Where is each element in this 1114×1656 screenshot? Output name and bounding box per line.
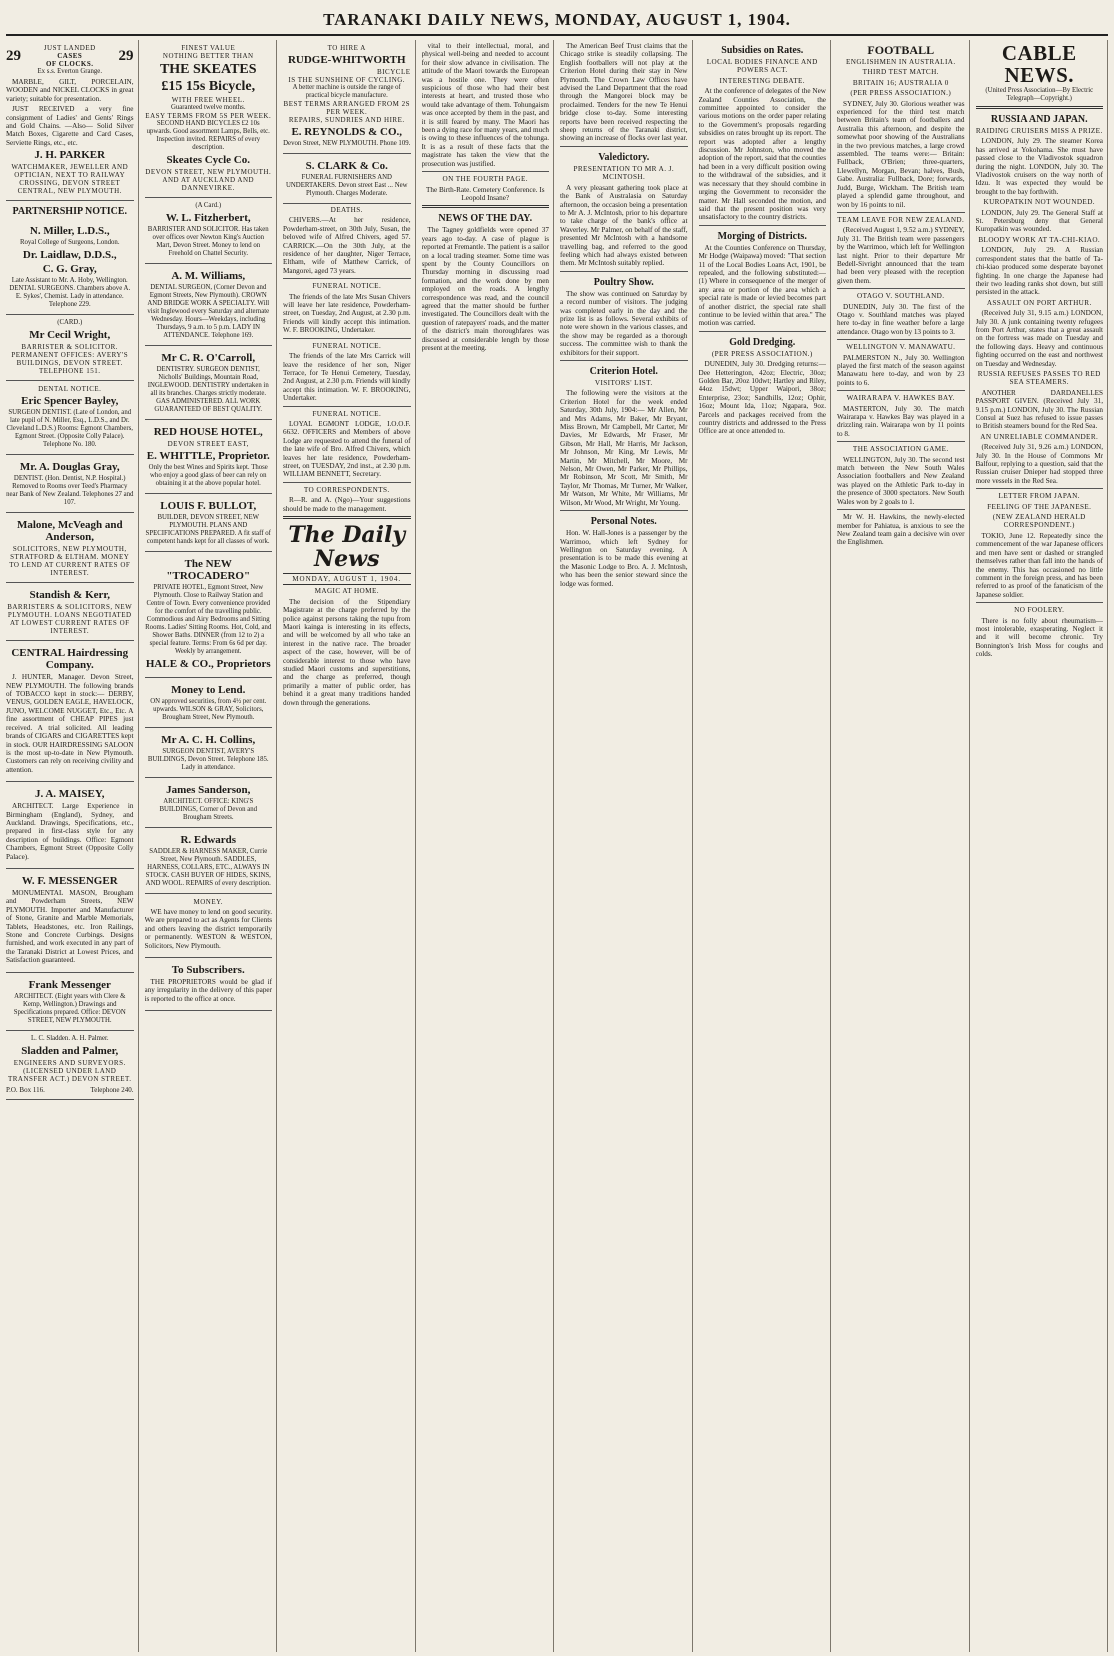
frank-messenger-ad: [6, 973, 134, 1031]
notice-title: To Subscribers.: [171, 964, 245, 977]
rudge-whitworth-ad: [283, 40, 411, 154]
advertiser-address: DEVON STREET, NEW PLYMOUTH. AND AT AUCKLAND AND DANNEVIRKE.: [145, 168, 272, 192]
money-ad: [145, 678, 273, 728]
article-subheading: NO FOOLERY.: [1014, 606, 1065, 615]
advertiser-address: DEVON STREET EAST,: [167, 440, 249, 448]
article-subheading: AN UNRELIABLE COMMANDER.: [980, 432, 1099, 441]
article-subheading: RUSSIA REFUSES PASSES TO RED SEA STEAMERS.: [977, 369, 1101, 387]
advertiser-detail: ARCHITECT. Large Experience in Birmingham (England), Sydney, and Auckland. Drawings, Specifications, etc., prepared in first-class style for any description of buildings. Office: Egmont Chambers, Egmont Street (Opposite Colly Palace).: [6, 802, 134, 861]
column-3: [283, 40, 416, 1652]
advertiser-detail: SURGEON DENTIST. (Late of London, and late pupil of N. Miller, Esq., L.D.S., and Dr. Cleveland L.D.S.) Rooms: Egmont Chambers, Egmont Street. (Opposite Colly Palace). Telephone No. 180.: [6, 409, 133, 449]
article-subheading: PRESENTATION TO MR A. J. MCINTOSH.: [573, 164, 675, 182]
malone-ad: [6, 513, 134, 583]
article-text: Mr W. H. Hawkins, the newly-elected member for Pahiatua, is anxious to see the New Zealand team gain a decisive win over the Englishmen.: [837, 513, 965, 547]
editorial-heading: MAGIC AT HOME.: [314, 587, 379, 596]
article-heading: Criterion Hotel.: [589, 366, 658, 377]
advertiser-name: W. F. MESSENGER: [21, 874, 118, 887]
article-text: (Received July 31, 9.26 a.m.) LONDON, July 30. In the House of Commons Mr Balfour, replying to a question, said that the Russian cruiser Dnieper had stopped three more vessels in the Red Sea.: [975, 443, 1103, 485]
article-text: TOKIO, June 12. Repeatedly since the commencement of the war Japanese officers and men have sent or dashed or strangled themselves rather than fall into the hands of the enemy. This has occasioned no little comment in the foreign press, and has been referred to as proof of the fanaticism of the Japanese soldier.: [975, 531, 1103, 599]
article-heading: Gold Dredging.: [729, 336, 796, 348]
wright-ad: [6, 315, 134, 381]
advertiser-name: W. L. Fitzherbert,: [165, 212, 251, 224]
card-label: (CARD.): [57, 319, 83, 327]
advertiser-name: RED HOUSE HOTEL,: [153, 426, 263, 438]
article-source: (PER PRESS ASSOCIATION.): [850, 89, 952, 98]
notice-heading: PARTNERSHIP NOTICE.: [12, 206, 127, 218]
proprietor-name: HALE & CO., Proprietors: [145, 658, 271, 670]
ad-line: BICYCLE: [377, 68, 411, 76]
advertiser-name: J. A. MAISEY,: [34, 788, 105, 801]
advertiser-name: Malone, McVeagh and Anderson,: [16, 519, 123, 544]
dental-partnership-ad: [6, 219, 134, 315]
advertiser-address: Devon Street, NEW PLYMOUTH. Phone 109.: [283, 140, 411, 147]
ad-line: Guaranteed twelve months.: [170, 104, 246, 111]
advertiser-detail: J. HUNTER, Manager. Devon Street, NEW PLYMOUTH. The following brands of TOBACCO kept in stock:— DERBY, VENUS, GOLDEN EAGLE, HAVELOCK, JUNO, WELCOME NUGGET, Etc., Etc. A fine assortment of CHEAP PIPES just received. A trial solicited. All leading brands of CIGARS and CIGARETTES kept in stock. OUR HAIRDRESSING SALOON is the most up-to-date in New Plymouth. Customers can rely on receiving civility and attention.: [6, 673, 134, 774]
advertiser-detail: DENTISTRY. SURGEON DENTIST, Nicholls' Buildings, Mountain Road, INGLEWOOD. DENTISTRY undertaken in all its branches. Charges strictly moderate. GAS ADMINISTERED. ALL WORK GUARANTEED OF BEST QUALITY.: [147, 366, 269, 413]
skeates-ad: [145, 40, 273, 198]
article-text: The following were the visitors at the Criterion Hotel for the week ended Saturday, 30th July, 1904:— Mr Allen, Mr and Mrs Adams, Mr Baker, Mr Bryant, Miss Brown, Mr Campbell, Mr Carter, Mr Davies, Mr Edwards, Mr Fraser, Mr Gibson, Mr Hall, Mr Harris, Mr Jackson, Mr Johnson, Mr King, Mr Lewis, Mr Martin, Mr Mitchell, Mr Moore, Mr Nelson, Mr Owen, Mr Parker, Mr Phillips, Mr Robinson, Mr Scott, Mr Smith, Mr Taylor, Mr Thomas, Mr Turner, Mr Walker, Mr Watson, Mr White, Mr Williams, Mr Wilson, Mr Wood, Mr Wright, Mr Young.: [560, 389, 688, 507]
advertiser-detail: PRIVATE HOTEL, Egmont Street, New Plymouth. Close to Railway Station and Centre of Town. Every convenience provided for the comfort of the travelling public. Commodious and Airy Bedrooms and Sitting Rooms. Ladies' Sitting Rooms. Hot, Cold, and Shower Baths. DINNER (from 12 to 2) a special feature. Terms: From 6s 6d per day. Weekly by arrangement.: [145, 584, 272, 655]
article-text: LONDON, July 29. A Russian correspondent states that the battle of Ta-chi-kiao produced some desperate bayonet fighting. In one charge the Japanese had their two leading ranks shot down, but still persisted in the attack.: [975, 246, 1103, 297]
ad-line: TO HIRE A: [327, 44, 366, 52]
advertiser-detail: ARCHITECT. OFFICE: KING'S BUILDINGS, Corner of Devon and Brougham Streets.: [159, 798, 258, 821]
article-subheading: TEAM LEAVE FOR NEW ZEALAND.: [837, 215, 965, 224]
advertiser-detail: SADDLER & HARNESS MAKER, Currie Street, New Plymouth. SADDLES, HARNESS, COLLARS, ETC., ALWAYS IN STOCK. CASH BUYER OF HIDES, SKINS, AND WOOL. REPAIRS of every description.: [145, 848, 271, 887]
advertiser-detail: ON approved securities, from 4½ per cent. upwards. WILSON & GRAY, Solicitors, Brougham Street, New Plymouth.: [150, 698, 267, 721]
advertiser-name: Mr C. R. O'Carroll,: [161, 352, 256, 364]
advertiser-name: R. Edwards: [180, 834, 237, 846]
correspondents-notice: R—R. and A. (Ngo)—Your suggestions should be made to the management.: [283, 496, 411, 513]
advertiser-detail: SOLICITORS, NEW PLYMOUTH, STRATFORD & ELTHAM. MONEY TO LEND AT CURRENT RATES OF INTEREST.: [9, 545, 131, 578]
ad-text: MARBLE, GILT, PORCELAIN, WOODEN and NICKEL CLOCKS in great variety; suitable for presentation.: [6, 78, 134, 103]
ad-heading: JUST LANDED: [43, 44, 96, 52]
newspaper-title: The Daily News: [288, 522, 406, 572]
hairdressing-ad: [6, 641, 134, 782]
advertiser-detail: WE have money to lend on good security. We are prepared to act as Agents for Clients and others leaving the district temporarily or permanently. WESTON & WESTON, Solicitors, New Plymouth.: [144, 908, 272, 950]
messenger-ad: [6, 869, 134, 973]
advertiser-name: LOUIS F. BULLOT,: [160, 500, 257, 512]
issue-date: MONDAY, AUGUST 1, 1904.: [283, 573, 411, 585]
ad-title: THE SKEATES: [159, 62, 257, 77]
clock-count-left: 29: [6, 48, 21, 64]
advertiser-detail: DENTIST. (Hon. Dentist, N.P. Hospital.) Removed to Rooms over Teed's Pharmacy near Bank of New Zealand. Telephones 27 and 107.: [6, 475, 134, 507]
section-heading: DEATHS.: [330, 206, 363, 214]
advertiser-detail: DENTAL SURGEON, (Corner Devon and Egmont Streets, New Plymouth). CROWN AND BRIDGE WORK A SPECIALTY. Will visit Inglewood every Saturday and alternate Wednesday. Hours—Weekdays, including Thursdays, 9 a.m. to 5 p.m. LADY IN ATTENDANCE. Telephone 169.: [147, 284, 270, 339]
advertiser-detail: BARRISTER & SOLICITOR. PERMANENT OFFICES: AVERY'S BUILDINGS, DEVON STREET. TELEPHONE 151.: [11, 343, 129, 376]
funeral-notice: The friends of the late Mrs Carrick will leave the residence of her son, Niger Terrace, for Te Henui Cemetery, Tuesday, 2nd August, at 2.30 p.m. Friends will kindly accept this intimation. W. F. BROOKING, Undertaker.: [283, 352, 411, 403]
clock-count-right: 29: [118, 48, 134, 64]
advertiser-name: Eric Spencer Bayley,: [21, 395, 119, 408]
advertiser-name: Frank Messenger: [28, 978, 111, 991]
section-heading: FUNERAL NOTICE.: [312, 341, 382, 350]
subscribers-notice: [145, 958, 273, 1011]
article-subheading: THE ASSOCIATION GAME.: [852, 445, 949, 454]
cable-news-source: (United Press Association—By Electric Telegraph—Copyright.): [985, 87, 1094, 102]
article-subheading: VISITORS' LIST.: [594, 379, 653, 387]
ad-line: IS THE SUNSHINE OF CYCLING.: [288, 76, 406, 84]
advertiser-detail: FUNERAL FURNISHERS AND UNDERTAKERS. Devon street East ... New Plymouth. Charges Moderate.: [285, 174, 408, 197]
article-subheading: ENGLISHMEN IN AUSTRALIA.: [845, 58, 956, 66]
article-subheading: LOCAL BODIES FINANCE AND POWERS ACT.: [706, 58, 818, 75]
article-text: (Received July 31, 9.15 a.m.) LONDON, July 30. A junk containing twenty refugees from Port Arthur, states that a great assault on the fortress was made on Tuesday and the following days. Heavy and continuous fighting occurred on the east and northwest on Tuesday and Wednesday.: [975, 309, 1103, 368]
advertiser-address: WATCHMAKER, JEWELLER AND OPTICIAN, NEXT TO RAILWAY CROSSING, DEVON STREET CENTRAL, NEW PLYMOUTH.: [11, 163, 129, 196]
article-subheading: KUROPATKIN NOT WOUNDED.: [983, 198, 1095, 207]
article-source: (NEW ZEALAND HERALD CORRESPONDENT.): [992, 513, 1086, 530]
article-text: DUNEDIN, July 30. Dredging returns:—Dee Hetterington, 42oz; Electric, 30oz; Golden Bar, 20oz 10dwt; Hartley and Riley, 44oz 15dwt; Upper Waipori, 38oz; Enterprise, 23oz; Sandhills, 12oz; Ophir, 16oz; Mount Ida, 11oz; Ngapara, 9oz. Parcels and packages received from the country districts and addressed to the Press Office are at once attended to.: [698, 360, 826, 436]
sanderson-ad: [145, 778, 273, 828]
article-text: A very pleasant gathering took place at the Bank of Australasia on Saturday afternoon, the occasion being a presentation to Mr A. J. McIntosh, prior to his departure to take charge of the bank's office at Waverley. Mr Palmer, on behalf of the staff, presented Mr McIntosh with a handsome travelling bag, and referred to the good feeling which had always existed between them. Mr McIntosh suitably replied.: [560, 183, 688, 268]
article-text: SYDNEY, July 30. Glorious weather was experienced for the third test match between Britain's team of footballers and Australia this afternoon, and despite the somewhat poor showing of the Australians in the two previous matches, a large crowd assembled. The teams were:— Britain: Fullback, O'Brien; three-quarters, Llewellyn, Morgan, Bevan; halves, Bush, Gabe. Australia: Fullback, Dore; forwards, Judd, Burge, Wickham. The British team played a splendid game throughout, and won by 16 points to nil.: [837, 99, 965, 209]
article-heading: Valedictory.: [598, 151, 650, 163]
funeral-notice: The friends of the late Mrs Susan Chivers will leave her late residence, Powderham-street, on Tuesday, 2nd August, at 2.30 p.m. Friends will kindly accept this intimation. W. F. BROOKING, Undertaker.: [283, 292, 411, 335]
news-text: The American Beef Trust claims that the Chicago strike is steadily collapsing. The English footballers will not play at the Criterion Hotel during their stay in New Plymouth. The Crown Law Offices have advised the Land Department that the road through the Mangorei block may be proclaimed. Tenders for the new Te Henui bridge close to-day. Some interesting reports have been received respecting the sheep returns of the Taranaki district, showing an increase of flocks over last year.: [560, 42, 688, 143]
article-text: There is no folly about rheumatism—most intolerable, exasperating. Neglect it and it will become chronic. Try Bonnington's Irish Moss for coughs and colds.: [975, 616, 1103, 659]
ad-line: NOTHING BETTER THAN: [162, 52, 254, 60]
ad-line: SECOND HAND BICYCLES £2 10s upwards. Good assortment Lamps, Bells, etc. Inspection invited. REPAIRS of every description.: [146, 120, 270, 151]
death-notices: CHIVERS.—At her residence, Powderham-street, on 30th July, Susan, the beloved wife of Alfred Chivers, aged 57. CARRICK.—On the 30th July, at the residence of her daughter, Niger Terrace, Eltham, wife of Matthew Carrick, of Mangorei, aged 73 years.: [283, 216, 411, 275]
edwards-ad: [145, 828, 273, 894]
column-2: [145, 40, 278, 1652]
article-text: MASTERTON, July 30. The match Wairarapa v. Hawkes Bay was played in a drizzling rain. Wairarapa won by 11 points to 8.: [837, 404, 965, 438]
advertiser-name: CENTRAL Hairdressing Company.: [11, 647, 129, 672]
ad-text: JUST RECEIVED a very fine consignment of Ladies' and Gents' Rings and Gold Chains. —Also— Solid Silver Match Boxes, Cigarette and Card Cases, Serviette Rings, etc., etc.: [6, 105, 134, 147]
weston-ad: [145, 894, 273, 958]
advertiser-name: Standish & Kerr,: [29, 589, 111, 602]
article-text: (Received August 1, 9.52 a.m.) SYDNEY, July 31. The British team were passengers by the Warrimoo, which left for Wellington last night. Prior to their departure Mr Bedell-Sivright announced that the team had been very pleased with the reception given them.: [837, 226, 965, 285]
article-subheading: INTERESTING DEBATE.: [719, 76, 805, 85]
news-of-the-day-heading: NEWS OF THE DAY.: [438, 213, 533, 225]
advertiser-name: Mr Cecil Wright,: [29, 329, 111, 342]
article-heading: Morging of Districts.: [717, 230, 807, 242]
article-text: At the conference of delegates of the New Zealand Counties Association, the committee appointed to consider the various motions on the order paper relating to the Government's proposals regarding subsidies on rates brought up its report. The report was adopted after a lengthy discussion. Mr Johnston, who moved the adoption of the report, said that the counties had been in a very difficult position owing to the withdrawal of the subsidies, and it was necessary that they should combine in urging the Government to reconsider the matter. Mr Hall seconded the motion, and said that the present position was very unsatisfactory to the country districts.: [698, 87, 826, 222]
williams-ad: [145, 264, 273, 346]
collins-ad: [145, 728, 273, 778]
fourth-page-contents: The Birth-Rate. Cemetery Conference. Is Leopold Insane?: [425, 185, 545, 202]
column-5: [560, 40, 693, 1652]
news-text: The Tagney goldfields were opened 37 years ago to-day. A case of plague is reported at Fremantle. The patient is a sailor on a local trading steamer. Some time was spent by the County Councillors on Thursday morning in discussing road formation, and the work done by men employed on the roads. A lengthy correspondence was read, and the council agreed that the matter should be further investigated. The Councillors dealt with the question of ratepayers' roads, and the matter of the district's main thoroughfares was discussed at considerable length by those present at the meeting.: [421, 226, 549, 352]
article-text: LONDON, July 29. The General Staff at St. Petersburg deny that General Kuropatkin was wounded.: [975, 208, 1103, 234]
advertiser-name: Mr A. C. H. Collins,: [161, 734, 256, 746]
column-7: [837, 40, 970, 1652]
ad-line: EASY TERMS FROM 5S PER WEEK.: [145, 112, 272, 120]
columns: [6, 36, 1108, 1652]
advertiser-detail: MONUMENTAL MASON, Brougham and Powderham Streets, NEW PLYMOUTH. Importer and Manufacturer of Stone, Granite and Marble Memorials, Tablets, Headstones, etc. Iron Railings, Stone and Concrete Curbings. Designs furnished, and work executed in any part of the Taranaki District at Lowest Prices, and Satisfaction guaranteed.: [6, 888, 134, 965]
article-text: WELLINGTON, July 30. The second test match between the New South Wales Association footballers and New Zealand was played on the Athletic Park to-day in the presence of 3000 spectators. New South Wales won by 2 goals to 1.: [837, 455, 965, 506]
partner-name: Dr. Laidlaw, D.D.S.,: [22, 249, 117, 262]
ad-line: REPAIRS, SUNDRIES AND HIRE.: [288, 116, 405, 124]
article-heading: Poultry Show.: [593, 276, 654, 288]
ad-title: MONEY.: [193, 898, 223, 906]
ad-line: A better machine is outside the range of practical bicycle manufacture.: [292, 84, 401, 99]
article-subheading: LETTER FROM JAPAN.: [998, 492, 1080, 501]
article-text: The show was continued on Saturday by a record number of visitors. The judging was completed early in the day and the prize list is as follows. Several exhibits of note were shown in the various classes, and the show may be regarded as a thorough success. The committee wish to thank the exhibitors for their support.: [560, 289, 688, 357]
article-subheading: ASSAULT ON PORT ARTHUR.: [986, 298, 1092, 307]
editorial-text: The decision of the Stipendiary Magistrate at the charge preferred by the police against persons taking the tupu from Maori kainga is interesting in its effects, and will be welcomed by all who take an interest in the native race. The broader aspect of the case, however, will be of considerable interest to those who have studied Maori customs and superstitions, and the charge as preferred, though primarily a matter of public order, has behind it a great many traditions handed down through the generations.: [283, 597, 411, 707]
article-subheading: RAIDING CRUISERS MISS A PRIZE.: [975, 127, 1103, 135]
advertiser-name: A. M. Williams,: [171, 270, 246, 282]
article-heading: Personal Notes.: [590, 516, 657, 528]
article-text: PALMERSTON N., July 30. Wellington played the first match of the season against Manawatu here to-day, and won by 23 points to 6.: [837, 353, 965, 387]
article-text: At the Counties Conference on Thursday, Mr Hodge (Waipawa) moved: "That section 11 of the Local Bodies Loans Act, 1901, be repealed, and the following substituted:—(1) Where in consequence of the merger of any area or portion of the area which a special rate is made or levied becomes part of another district, the special rate shall continue to be levied within that area." The motion was carried.: [698, 243, 826, 328]
section-heading: FUNERAL NOTICE.: [312, 282, 382, 291]
section-heading: TO CORRESPONDENTS.: [303, 485, 390, 494]
advertiser-detail: ARCHITECT. (Eight years with Clere & Kemp, Wellington.) Drawings and Specifications prepared. Office: DEVON STREET, NEW PLYMOUTH.: [13, 992, 126, 1024]
funeral-notice: LOYAL EGMONT LODGE, I.O.O.F. 6632. OFFICERS and Members of above Lodge are requested to attend the funeral of the late wife of Bro. Alfred Chivers, which leaves her late residence, Powderham-street, on TUESDAY, 2nd inst., at 2.30 p.m. WILLIAM BENNETT, Secretary.: [283, 419, 411, 479]
maisey-ad: [6, 782, 134, 869]
proprietor-name: E. WHITTLE, Proprietor.: [146, 450, 270, 462]
advertiser-name: Skeates Cycle Co.: [166, 154, 250, 166]
sladden-ad: [6, 1031, 134, 1100]
advertiser-name: James Sanderson,: [166, 784, 251, 796]
article-subheading: WELLINGTON V. MANAWATU.: [846, 343, 956, 352]
article-subheading: OTAGO V. SOUTHLAND.: [857, 292, 945, 301]
gray-ad: [6, 455, 134, 513]
partner-name: C. G. Gray,: [42, 263, 97, 276]
ad-title: Money to Lend.: [171, 684, 246, 696]
ad-title: RUDGE-WHITWORTH: [287, 54, 406, 66]
ad-line: BEST TERMS ARRANGED FROM 2S PER WEEK.: [283, 100, 410, 116]
fitzherbert-ad: [145, 198, 273, 264]
ad-line: FINEST VALUE: [181, 44, 236, 52]
telephone: Telephone 240.: [90, 1085, 134, 1094]
article-heading: RUSSIA AND JAPAN.: [990, 114, 1088, 125]
column-6: [699, 40, 832, 1652]
advertiser-detail: SURGEON DENTIST, AVERY'S BUILDINGS, Devon Street. Telephone 185. Lady in attendance.: [147, 748, 269, 771]
standish-ad: [6, 583, 134, 641]
column-1: [6, 40, 139, 1652]
trocadero-ad: [145, 552, 273, 678]
partner-detail: Royal College of Surgeons, London.: [19, 239, 120, 247]
article-heading: Subsidies on Rates.: [721, 45, 804, 56]
po-box: P.O. Box 116.: [6, 1085, 45, 1094]
article-subheading: BLOODY WORK AT TA-CHI-KIAO.: [978, 235, 1101, 244]
advertiser-detail: ENGINEERS AND SURVEYORS. (LICENSED UNDER LAND TRANSFER ACT.) DEVON STREET.: [7, 1058, 132, 1083]
masthead: TARANAKI DAILY NEWS, MONDAY, AUGUST 1, 1904.: [6, 6, 1108, 36]
column-4: [422, 40, 555, 1652]
advertiser-name: Sladden and Palmer,: [21, 1044, 119, 1057]
match-score: BRITAIN 16; AUSTRALIA 0: [852, 78, 949, 87]
ad-source: Ex s.s. Everton Grange.: [37, 68, 103, 75]
partner-name: N. Miller, L.D.S.,: [29, 225, 110, 238]
ocarroll-ad: [145, 346, 273, 420]
bullot-ad: [145, 494, 273, 552]
advertiser-name: The NEW "TROCADERO": [166, 558, 251, 582]
cable-news-heading: CABLE NEWS.: [1001, 41, 1077, 87]
notice-label: DENTAL NOTICE.: [38, 385, 102, 394]
section-heading: ON THE FOURTH PAGE.: [442, 175, 528, 184]
article-text: ANOTHER DARDANELLES PASSPORT GIVEN. (Received July 31, 9.15 p.m.) LONDON, July 30. The Russian Consul at Suez has refused to issue passes to British steamers bound for the Red Sea.: [975, 388, 1103, 431]
ad-line: CASES: [57, 52, 83, 60]
article-subheading: (PER PRESS ASSOCIATION.): [711, 349, 813, 358]
editorial-text: vital to their intellectual, moral, and physical well-being and needed to account for their slow advance in civilisation. The attitude of the Maori towards the European was a hostile one. They were often suspicious of those who had their best interests at heart, and trusted those who would take advantage of them. Tohungaism was once accepted by them in the past, and it is still feared by many. The Maori has been a dying race for many years, and much is owing to these influences of the tohunga. It is as a result of these facts that the magistrate has taken the view that the prosecution was justified.: [421, 42, 549, 168]
bicycle-price: £15 15s Bicycle,: [161, 79, 256, 94]
advertiser-name: E. REYNOLDS & CO.,: [291, 126, 403, 138]
advertiser-detail: BARRISTER AND SOLICITOR. Has taken over offices over Newton King's Auction Mart, Devon Street. Money to lend on Freehold on Chattel Security.: [147, 226, 269, 257]
article-text: LONDON, July 29. The steamer Korea has arrived at Yokohama. She must have passed close to the Vladivostok squadron during the night. LONDON, July 30. The Vladivostok cruisers on the way north of Idzu. It was expected they would be brought to the bay forthwith.: [975, 137, 1103, 196]
article-subheading: FEELING OF THE JAPANESE.: [987, 502, 1092, 511]
advertiser-detail: BARRISTERS & SOLICITORS, NEW PLYMOUTH. LOANS NEGOTIATED AT LOWEST CURRENT RATES OF INTEREST.: [7, 603, 133, 636]
bayley-ad: [6, 381, 134, 455]
clocks-ad: [6, 40, 134, 201]
article-subheading: WAIRARAPA V. HAWKES BAY.: [846, 394, 955, 403]
red-house-ad: [145, 420, 273, 494]
article-text: DUNEDIN, July 30. The first of the Otago v. Southland matches was played here to-day in fine weather before a large attendance. Otago won by 13 points to 3.: [837, 302, 965, 336]
section-heading: FUNERAL NOTICE.: [312, 409, 382, 418]
ad-line: WITH FREE WHEEL.: [171, 96, 245, 104]
column-8: [976, 40, 1109, 1652]
article-subheading: THIRD TEST MATCH.: [862, 68, 939, 77]
clark-ad: [283, 154, 411, 204]
notice-text: THE PROPRIETORS would be glad if any irregularity in the delivery of this paper is reported to the office at once.: [144, 978, 272, 1003]
advertiser-name: J. H. PARKER: [34, 149, 106, 162]
card-label: (A Card.): [195, 202, 222, 209]
partner-detail: Late Assistant to Mr. A. Hoby, Wellington. DENTAL SURGEONS. Chambers above A. E. Sykes', Chemist. Lady in attendance. Telephone 229.: [9, 277, 131, 309]
advertiser-name: S. CLARK & Co.: [305, 160, 388, 172]
advertiser-detail: Only the best Wines and Spirits kept. Those who enjoy a good glass of beer can rely on obtaining it at the above popular hotel.: [148, 464, 268, 487]
partner-names: L. C. Sladden. A. H. Palmer.: [30, 1034, 109, 1042]
section-heading: FOOTBALL: [867, 43, 935, 57]
ad-line: OF CLOCKS.: [45, 60, 94, 68]
advertiser-name: Mr. A. Douglas Gray,: [19, 461, 120, 474]
advertiser-detail: BUILDER, DEVON STREET, NEW PLYMOUTH. PLANS AND SPECIFICATIONS PREPARED. A fit staff of competent hands kept for all classes of work.: [145, 514, 271, 545]
article-text: Hon. W. Hall-Jones is a passenger by the Warrimoo, which left Sydney for Wellington on Saturday evening. A presentation is to be made this evening at the Masonic Lodge to Bro. A. J. McIntosh, who has been the senior steward since the lodge was formed.: [560, 529, 688, 588]
